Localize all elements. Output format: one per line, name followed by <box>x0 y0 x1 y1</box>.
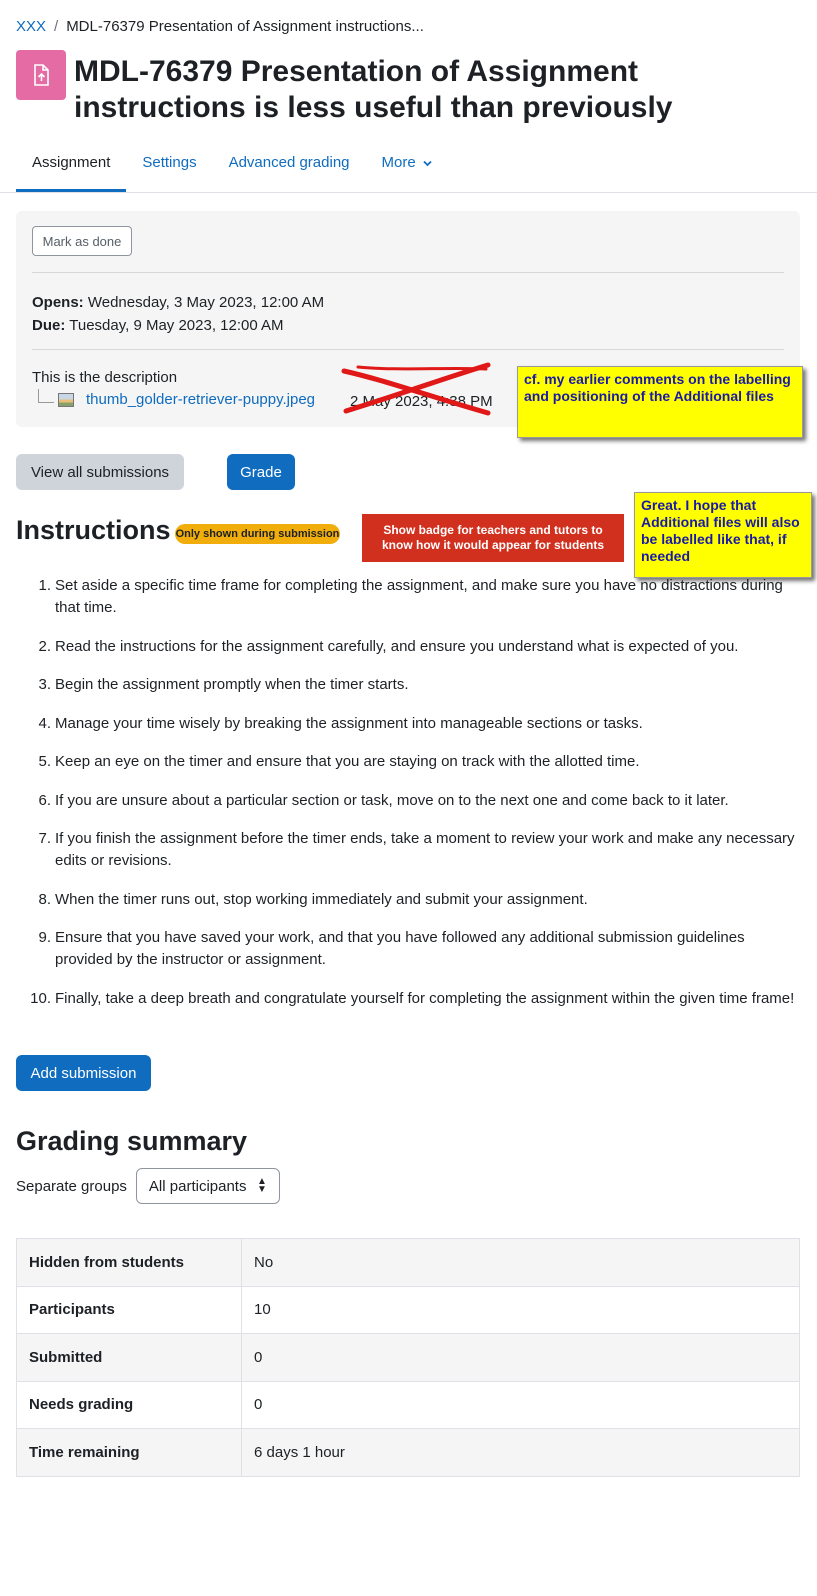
row-label: Hidden from students <box>17 1239 242 1287</box>
attachment-date: 2 May 2023, 4:38 PM <box>350 393 493 410</box>
row-label: Participants <box>17 1286 242 1334</box>
instructions-list <box>30 575 795 1026</box>
row-label: Submitted <box>17 1334 242 1382</box>
row-value: 6 days 1 hour <box>242 1429 800 1477</box>
row-label: Time remaining <box>17 1429 242 1477</box>
opens-value: Wednesday, 3 May 2023, 12:00 AM <box>87 294 325 311</box>
breadcrumb-separator: / <box>54 18 59 35</box>
list-item: 2. Read the instructions for the assignment carefully, and ensure you understand what is expected of you. <box>38 637 739 655</box>
grading-summary-heading: Grading summary <box>16 1126 248 1156</box>
annotation-note: Great. I hope that Additional files will also be labelled like that, if needed <box>634 492 812 578</box>
annotation-red-note: Show badge for teachers and tutors to know how it would appear for students <box>362 514 624 562</box>
activity-dates <box>32 291 324 337</box>
secondary-navigation <box>16 140 448 192</box>
breadcrumb-root-link[interactable]: XXX <box>16 18 47 35</box>
tab-settings[interactable]: Settings <box>142 154 197 171</box>
select-caret-icon: ▲ ▼ <box>257 1176 267 1195</box>
page-header <box>16 50 66 100</box>
grading-summary-table <box>16 1238 800 1477</box>
page-title: MDL-76379 Presentation of Assignment instructions is less useful than previously <box>74 55 673 124</box>
list-item: 7. If you finish the assignment before the timer ends, take a moment to review your work and make any necessary edits or revisions. <box>38 830 795 869</box>
list-item: 5. Keep an eye on the timer and ensure that you are staying on track with the allotted time. <box>38 753 640 770</box>
due-label: Due: <box>32 317 66 334</box>
list-item: 6. If you are unsure about a particular section or task, move on to the next one and come back to it later. <box>38 791 729 809</box>
add-submission-button[interactable]: Add submission <box>16 1055 151 1091</box>
row-value: No <box>242 1239 800 1287</box>
table-row <box>17 1429 800 1477</box>
list-item: 1. Set aside a specific time frame for completing the assignment, and make sure you have no distractions during that time. <box>38 577 783 616</box>
tabs-divider <box>0 192 817 193</box>
activity-description: This is the description <box>32 369 178 386</box>
due-value: Tuesday, 9 May 2023, 12:00 AM <box>69 317 284 334</box>
tab-more-label: More <box>381 154 416 171</box>
groups-label: Separate groups <box>16 1177 127 1195</box>
chevron-down-icon <box>423 160 432 167</box>
view-all-submissions-button[interactable]: View all submissions <box>16 454 184 490</box>
instructions-heading: Instructions <box>16 515 171 545</box>
row-value: 0 <box>242 1334 800 1382</box>
table-row <box>17 1334 800 1382</box>
table-row <box>17 1239 800 1287</box>
red-cross-out-mark <box>338 361 498 421</box>
tree-branch-icon <box>38 389 54 403</box>
mark-as-done-button[interactable]: Mark as done <box>32 226 132 256</box>
grade-button[interactable]: Grade <box>227 454 295 490</box>
divider <box>32 272 784 273</box>
row-value: 10 <box>242 1286 800 1334</box>
row-value: 0 <box>242 1381 800 1429</box>
list-item: 10. Finally, take a deep breath and congratulate yourself for completing the assignment within the given time frame! <box>30 989 795 1007</box>
group-selector <box>16 1168 280 1204</box>
list-item: 4. Manage your time wisely by breaking the assignment into manageable sections or tasks. <box>38 714 643 732</box>
tab-assignment[interactable]: Assignment <box>16 140 126 192</box>
attachment-link[interactable]: thumb_golder-retriever-puppy.jpeg <box>86 391 316 408</box>
breadcrumb <box>16 18 424 35</box>
row-label: Needs grading <box>17 1381 242 1429</box>
list-item: 9. Ensure that you have saved your work, and that you have followed any additional submission guidelines provided by the instructor or assignment. <box>38 929 745 968</box>
list-item: 8. When the timer runs out, stop working immediately and submit your assignment. <box>38 890 588 908</box>
image-file-icon <box>58 393 74 407</box>
groups-select[interactable] <box>136 1168 280 1204</box>
tab-advanced-grading[interactable]: Advanced grading <box>228 154 350 171</box>
divider <box>32 349 784 350</box>
opens-label: Opens: <box>32 294 84 311</box>
groups-select-value: All participants <box>148 1177 247 1195</box>
status-badge: Only shown during submission <box>175 524 340 544</box>
attachment-row <box>32 391 315 408</box>
tab-more[interactable] <box>366 140 448 192</box>
breadcrumb-current: MDL-76379 Presentation of Assignment instructions... <box>66 18 424 35</box>
annotation-note: cf. my earlier comments on the labelling and positioning of the Additional files <box>517 366 803 438</box>
table-row <box>17 1381 800 1429</box>
list-item: 3. Begin the assignment promptly when the timer starts. <box>38 676 409 693</box>
table-row <box>17 1286 800 1334</box>
assignment-upload-icon <box>16 50 66 100</box>
